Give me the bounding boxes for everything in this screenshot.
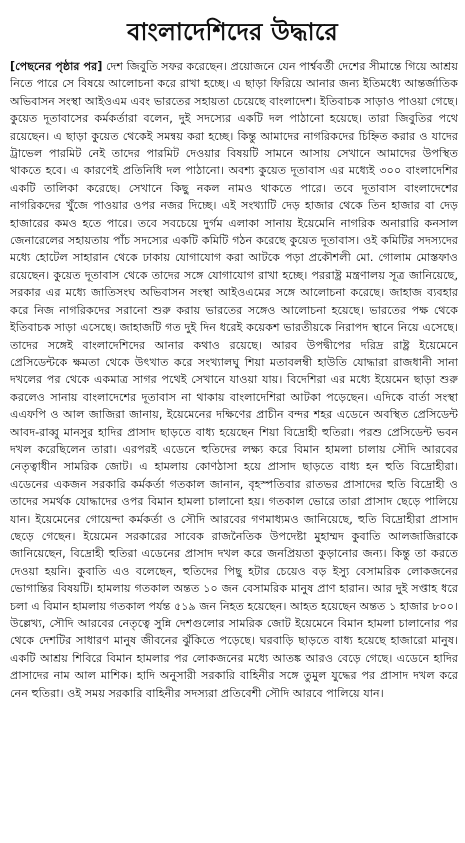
continued-from-back-page-label: [পেছনের পৃষ্ঠার পর] <box>10 60 103 73</box>
article-paragraph <box>10 58 458 702</box>
article-body <box>10 58 458 838</box>
headline: বাংলাদেশিদের উদ্ধারে <box>127 18 338 46</box>
headline-container <box>0 18 465 46</box>
article-text: দেশ জিবুতি সফর করেছেন। প্রয়োজনে যেন পার্শ্ববর্তী দেশের সীমান্তে গিয়ে আশ্রয় নিতে পারে সে বিষয়ে আলোচনা করে রাখা হচ্ছে। এ ছাড়া ফিরিয়ে আনার জন্য ইতিমধ্যে আন্তর্জাতিক অভিবাসন সংস্থা আইওএম এবং ভারতের সহায়তা চেয়েছে বাংলাদেশ। ইতিবাচক সাড়াও পাওয়া গেছে। কুয়েত দূতাবাসের কর্মকর্তারা বলেন, দুই সদস্যের একটি দল পাঠানো হয়েছে। তারা জিবুতির পথে রয়েছেন। এ ছাড়া কুয়েত থেকেই সমন্বয় করা হচ্ছে। কিন্তু আমাদের নাগরিকদের চিহ্নিত করার ও যাদের ট্রাভেল পারমিট নেই তাদের পারমিট দেওয়ার বিষয়টি সামনে আসায় সেখানে আমাদের উপস্থিত থাকতে হবে। এ কারণেই প্রতিনিধি দল পাঠানো। অবশ্য কুয়েত দূতাবাস এর মধ্যেই ৩০০ বাংলাদেশির একটি তালিকা করেছে। সেখানে কিছু নকল নামও থাকতে পারে। তবে দূতাবাস বাংলাদেশের নাগরিকদের খুঁজে পাওয়ার ওপর নজর দিচ্ছে। এই সংখ্যাটি দেড় হাজার থেকে তিন হাজার বা দেড় হাজারের কমও হতে পারে। তবে সবচেয়ে দুর্গম এলাকা সানায় ইয়েমেনি নাগরিক অনারারি কনসাল জেনারেলের সহায়তায় পাঁচ সদস্যের একটি কমিটি গঠন করেছে কুয়েত দূতাবাস। ওই কমিটির সদস্যদের মধ্যে হোটেল সাহারান থেকে ঢাকায় যোগাযোগ করা আটকে পড়া প্রকৌশলী মো. গোলাম মোস্তফাও রয়েছেন। কুয়েত দূতাবাস থেকে তাদের সঙ্গে যোগাযোগ রাখা হচ্ছে। পররাষ্ট্র মন্ত্রণালয় সূত্র জানিয়েছে, সরকার এর মধ্যে জাতিসংঘ অভিবাসন সংস্থা আইওএমের সঙ্গে আলোচনা করেছে। জাহাজ ব্যবহার করে নিজ নাগরিকদের সরানো শুরু করায় ভারতের সঙ্গেও আলোচনা হয়েছে। ভারতের পক্ষ থেকে ইতিবাচক সাড়া এসেছে। জাহাজটি গত দুই দিন ধরেই কয়েকশ ভারতীয়কে নিরাপদ স্থানে নিয়ে এসেছে। তাদের সঙ্গেই বাংলাদেশিদের আনার কথাও রয়েছে। আরব উপদ্বীপের দরিদ্র রাষ্ট্র ইয়েমেনে প্রেসিডেন্টকে ক্ষমতা থেকে উৎখাত করে সংখ্যালঘু শিয়া মতাবলম্বী হাউতি যোদ্ধারা রাজধানী সানা দখলের পর থেকে একমাত্র সাগর পথেই সেখানে যাওয়া যায়। বিদেশিরা এর মধ্যে ইয়েমেন ছাড়া শুরু করলেও সানায় বাংলাদেশের দূতাবাস না থাকায় বাংলাদেশিরা আটকা পড়েছেন। এদিকে বার্তা সংস্থা এএফপি ও আল জাজিরা জানায়, ইয়েমেনের দক্ষিণের প্রাচীন বন্দর শহর এডেনে অবস্থিত প্রেসিডেন্ট আবদ-রাব্বু মানসুর হাদির প্রাসাদ ছাড়তে বাধ্য হয়েছেন শিয়া বিদ্রোহী হুতিরা। পরশু প্রেসিডেন্ট ভবন দখল করেছিলেন তারা। এরপরই এডেনে হুতিদের লক্ষ্য করে বিমান হামলা চালায় সৌদি আরবের নেতৃত্বাধীন সামরিক জোট। এ হামলায় কোণঠাসা হয়ে প্রাসাদ ছাড়তে বাধ্য হন হুতি বিদ্রোহীরা। এডেনের একজন সরকারি কর্মকর্তা গতকাল জানান, বৃহস্পতিবার রাতভর প্রাসাদের হুতি বিদ্রোহী ও তাদের সমর্থক যোদ্ধাদের ওপর বিমান হামলা চালানো হয়। গতকাল ভোরে তারা প্রাসাদ ছেড়ে পালিয়ে যান। ইয়েমেনের গোয়েন্দা কর্মকর্তা ও সৌদি আরবের গণমাধ্যমও জানিয়েছে, হুতি বিদ্রোহীরা প্রাসাদ ছেড়ে গেছেন। ইয়েমেন সরকারের সাবেক রাজনৈতিক উপদেষ্টা মুহাম্মদ কুবাতি আলজাজিরাকে জানিয়েছেন, বিদ্রোহী হুতিরা এডেনের প্রাসাদ দখল করে জনপ্রিয়তা কুড়ানোর জন্য। কিন্তু তা করতে দেওয়া হয়নি। কুবাতি এও বলেছেন, হুতিদের পিছু হটার চেয়েও বড় ইস্যু বেসামরিক লোকজনের ভোগান্তির বিষয়টি। হামলায় গতকাল অন্তত ১০ জন বেসামরিক মানুষ প্রাণ হারান। আর দুই সপ্তাহ ধরে চলা এ বিমান হামলায় গতকাল পর্যন্ত ৫১৯ জন নিহত হয়েছেন। আহত হয়েছেন অন্তত ১ হাজার ৮০০। উল্লেখ্য, সৌদি আরবের নেতৃত্বে সুন্নি দেশগুলোর সামরিক জোট ইয়েমেনে বিমান হামলা চালানোর পর থেকে দেশটির সাধারণ মানুষ জীবনের ঝুঁকিতে পড়েছে। ঘরবাড়ি ছাড়তে বাধ্য হয়েছে হাজারো মানুষ। একটি আশ্রয় শিবিরে বিমান হামলার পর লোকজনের মধ্যে আতঙ্ক আরও বেড়ে গেছে। এডেনে হাদির প্রাসাদের নাম আল মাশিক। হাদি অনুসারী সরকারি বাহিনীর সঙ্গে তুমুল যুদ্ধের পর প্রাসাদ দখল করে নেন হুতিরা। ওই সময় সরকারি বাহিনীর সদস্যরা প্রতিবেশী সৌদি আরবে পালিয়ে যান। <box>10 60 458 700</box>
